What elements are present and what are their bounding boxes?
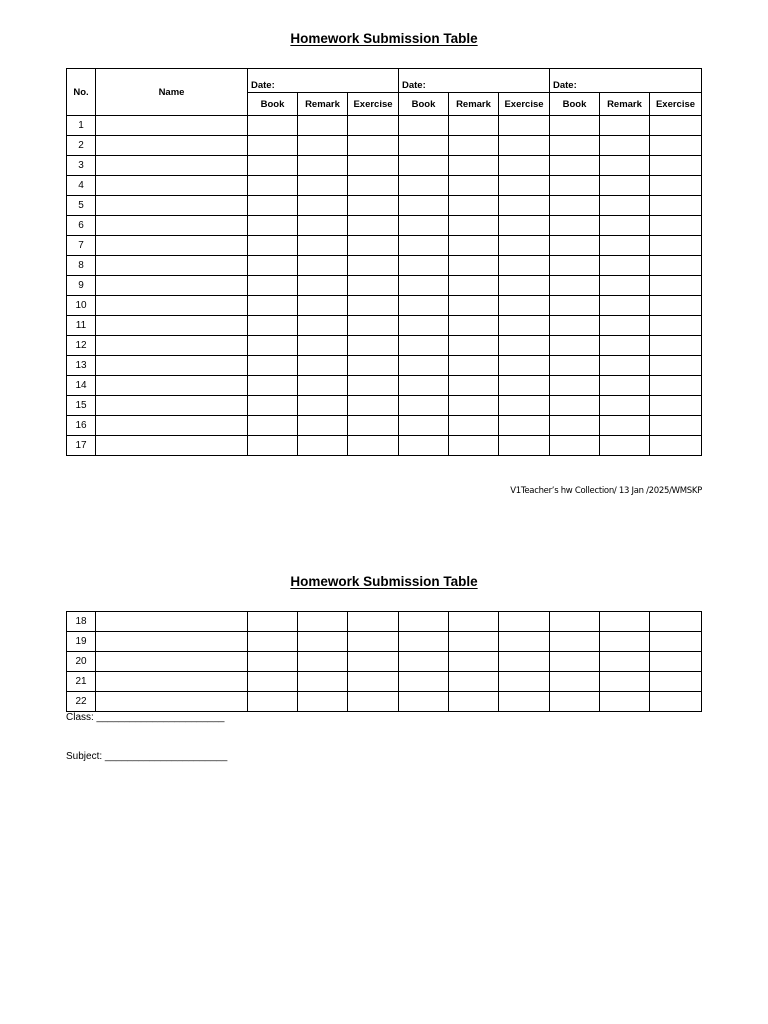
row-number: 21 (67, 672, 96, 692)
page-title: Homework Submission Table (290, 574, 478, 589)
entry-cell (298, 176, 348, 196)
entry-cell (650, 396, 702, 416)
table-row (67, 652, 702, 672)
entry-cell (399, 336, 449, 356)
name-cell (96, 612, 248, 632)
entry-cell (348, 612, 399, 632)
subject-field: Subject: ______________________ (66, 751, 228, 762)
table-row (67, 692, 702, 712)
column-header-exercise: Exercise (499, 93, 550, 116)
table-row (67, 196, 702, 216)
entry-cell (449, 356, 499, 376)
entry-cell (298, 316, 348, 336)
entry-cell (399, 296, 449, 316)
entry-cell (298, 236, 348, 256)
entry-cell (348, 116, 399, 136)
entry-cell (399, 156, 449, 176)
entry-cell (248, 416, 298, 436)
entry-cell (348, 276, 399, 296)
name-cell (96, 276, 248, 296)
homework-table-continued (66, 611, 702, 712)
column-header-remark: Remark (298, 93, 348, 116)
entry-cell (298, 652, 348, 672)
entry-cell (298, 692, 348, 712)
name-cell (96, 256, 248, 276)
table-row (67, 612, 702, 632)
entry-cell (348, 356, 399, 376)
entry-cell (248, 672, 298, 692)
entry-cell (399, 236, 449, 256)
entry-cell (248, 236, 298, 256)
entry-cell (348, 632, 399, 652)
entry-cell (449, 296, 499, 316)
entry-cell (298, 216, 348, 236)
entry-cell (449, 672, 499, 692)
column-header-book: Book (550, 93, 600, 116)
row-number: 8 (67, 256, 96, 276)
header-row-dates (67, 69, 702, 93)
entry-cell (600, 396, 650, 416)
entry-cell (248, 632, 298, 652)
entry-cell (499, 276, 550, 296)
column-header-book: Book (399, 93, 449, 116)
entry-cell (248, 216, 298, 236)
entry-cell (348, 436, 399, 456)
page-title: Homework Submission Table (290, 31, 478, 46)
entry-cell (399, 356, 449, 376)
entry-cell (399, 136, 449, 156)
entry-cell (399, 216, 449, 236)
table-row (67, 316, 702, 336)
entry-cell (298, 196, 348, 216)
entry-cell (248, 296, 298, 316)
entry-cell (499, 216, 550, 236)
name-cell (96, 116, 248, 136)
entry-cell (499, 632, 550, 652)
entry-cell (650, 136, 702, 156)
entry-cell (650, 652, 702, 672)
entry-cell (499, 236, 550, 256)
entry-cell (248, 156, 298, 176)
row-number: 6 (67, 216, 96, 236)
entry-cell (298, 672, 348, 692)
table-row (67, 136, 702, 156)
entry-cell (449, 612, 499, 632)
entry-cell (248, 116, 298, 136)
entry-cell (348, 136, 399, 156)
entry-cell (650, 236, 702, 256)
name-cell (96, 396, 248, 416)
entry-cell (550, 256, 600, 276)
name-cell (96, 336, 248, 356)
entry-cell (650, 256, 702, 276)
table-row (67, 216, 702, 236)
row-number: 17 (67, 436, 96, 456)
entry-cell (650, 116, 702, 136)
entry-cell (348, 236, 399, 256)
entry-cell (298, 356, 348, 376)
entry-cell (399, 672, 449, 692)
entry-cell (399, 632, 449, 652)
entry-cell (298, 612, 348, 632)
entry-cell (550, 612, 600, 632)
entry-cell (600, 296, 650, 316)
row-number: 20 (67, 652, 96, 672)
entry-cell (348, 416, 399, 436)
entry-cell (550, 216, 600, 236)
entry-cell (600, 216, 650, 236)
name-cell (96, 316, 248, 336)
entry-cell (550, 236, 600, 256)
entry-cell (298, 136, 348, 156)
entry-cell (449, 316, 499, 336)
column-header-exercise: Exercise (348, 93, 399, 116)
name-cell (96, 652, 248, 672)
table-row (67, 116, 702, 136)
column-header-remark: Remark (600, 93, 650, 116)
entry-cell (600, 116, 650, 136)
entry-cell (399, 692, 449, 712)
table-row (67, 436, 702, 456)
entry-cell (550, 276, 600, 296)
entry-cell (449, 652, 499, 672)
row-number: 22 (67, 692, 96, 712)
entry-cell (650, 336, 702, 356)
entry-cell (650, 216, 702, 236)
entry-cell (650, 612, 702, 632)
entry-cell (298, 276, 348, 296)
column-header-exercise: Exercise (650, 93, 702, 116)
entry-cell (600, 632, 650, 652)
entry-cell (550, 376, 600, 396)
entry-cell (248, 176, 298, 196)
name-cell (96, 136, 248, 156)
entry-cell (600, 236, 650, 256)
table-row (67, 296, 702, 316)
name-cell (96, 236, 248, 256)
entry-cell (248, 336, 298, 356)
entry-cell (348, 216, 399, 236)
entry-cell (550, 116, 600, 136)
entry-cell (550, 176, 600, 196)
entry-cell (449, 116, 499, 136)
name-cell (96, 296, 248, 316)
entry-cell (550, 156, 600, 176)
entry-cell (600, 356, 650, 376)
entry-cell (348, 376, 399, 396)
entry-cell (449, 196, 499, 216)
entry-cell (499, 672, 550, 692)
entry-cell (499, 316, 550, 336)
entry-cell (650, 436, 702, 456)
entry-cell (348, 396, 399, 416)
entry-cell (248, 136, 298, 156)
entry-cell (650, 356, 702, 376)
entry-cell (348, 336, 399, 356)
row-number: 15 (67, 396, 96, 416)
entry-cell (600, 196, 650, 216)
table-row (67, 632, 702, 652)
table-row (67, 236, 702, 256)
row-number: 1 (67, 116, 96, 136)
table-row (67, 672, 702, 692)
entry-cell (600, 176, 650, 196)
entry-cell (499, 196, 550, 216)
row-number: 14 (67, 376, 96, 396)
entry-cell (348, 672, 399, 692)
entry-cell (248, 256, 298, 276)
entry-cell (650, 196, 702, 216)
row-number: 18 (67, 612, 96, 632)
name-cell (96, 216, 248, 236)
name-cell (96, 436, 248, 456)
entry-cell (499, 612, 550, 632)
entry-cell (600, 416, 650, 436)
name-cell (96, 632, 248, 652)
entry-cell (550, 316, 600, 336)
table-row (67, 356, 702, 376)
column-header-remark: Remark (449, 93, 499, 116)
entry-cell (399, 196, 449, 216)
row-number: 10 (67, 296, 96, 316)
table-row (67, 176, 702, 196)
entry-cell (399, 316, 449, 336)
row-number: 12 (67, 336, 96, 356)
date-header-3: Date: (550, 69, 702, 93)
entry-cell (298, 156, 348, 176)
entry-cell (600, 256, 650, 276)
row-number: 5 (67, 196, 96, 216)
entry-cell (499, 692, 550, 712)
entry-cell (499, 416, 550, 436)
entry-cell (449, 436, 499, 456)
entry-cell (399, 176, 449, 196)
entry-cell (499, 256, 550, 276)
row-number: 19 (67, 632, 96, 652)
entry-cell (298, 256, 348, 276)
entry-cell (449, 176, 499, 196)
entry-cell (650, 692, 702, 712)
entry-cell (298, 416, 348, 436)
entry-cell (600, 652, 650, 672)
name-cell (96, 376, 248, 396)
entry-cell (449, 276, 499, 296)
entry-cell (298, 632, 348, 652)
entry-cell (650, 276, 702, 296)
table-row (67, 416, 702, 436)
entry-cell (449, 236, 499, 256)
entry-cell (348, 692, 399, 712)
name-cell (96, 356, 248, 376)
entry-cell (298, 296, 348, 316)
table-row (67, 336, 702, 356)
entry-cell (600, 276, 650, 296)
entry-cell (550, 356, 600, 376)
entry-cell (449, 632, 499, 652)
entry-cell (550, 136, 600, 156)
entry-cell (600, 316, 650, 336)
entry-cell (248, 692, 298, 712)
name-cell (96, 156, 248, 176)
entry-cell (248, 276, 298, 296)
row-number: 11 (67, 316, 96, 336)
entry-cell (399, 256, 449, 276)
entry-cell (348, 176, 399, 196)
entry-cell (550, 652, 600, 672)
entry-cell (499, 156, 550, 176)
entry-cell (650, 316, 702, 336)
table-row (67, 396, 702, 416)
name-cell (96, 692, 248, 712)
entry-cell (399, 116, 449, 136)
entry-cell (449, 256, 499, 276)
entry-cell (348, 316, 399, 336)
name-cell (96, 196, 248, 216)
row-number: 4 (67, 176, 96, 196)
entry-cell (600, 136, 650, 156)
entry-cell (650, 176, 702, 196)
entry-cell (449, 156, 499, 176)
entry-cell (600, 692, 650, 712)
entry-cell (499, 376, 550, 396)
entry-cell (348, 296, 399, 316)
entry-cell (449, 376, 499, 396)
row-number: 2 (67, 136, 96, 156)
entry-cell (650, 156, 702, 176)
footer-note: V1Teacher’s hw Collection/ 13 Jan /2025/WMSKP (510, 486, 702, 496)
entry-cell (499, 396, 550, 416)
entry-cell (499, 116, 550, 136)
entry-cell (550, 296, 600, 316)
entry-cell (550, 416, 600, 436)
entry-cell (399, 276, 449, 296)
entry-cell (600, 612, 650, 632)
entry-cell (650, 672, 702, 692)
table-row (67, 156, 702, 176)
entry-cell (550, 196, 600, 216)
entry-cell (449, 416, 499, 436)
entry-cell (650, 376, 702, 396)
entry-cell (348, 256, 399, 276)
entry-cell (248, 196, 298, 216)
name-cell (96, 672, 248, 692)
column-header-name: Name (96, 69, 248, 116)
column-header-book: Book (248, 93, 298, 116)
table-row (67, 376, 702, 396)
entry-cell (248, 652, 298, 672)
row-number: 3 (67, 156, 96, 176)
row-number: 13 (67, 356, 96, 376)
entry-cell (298, 396, 348, 416)
entry-cell (248, 396, 298, 416)
entry-cell (600, 672, 650, 692)
entry-cell (248, 376, 298, 396)
entry-cell (550, 632, 600, 652)
row-number: 7 (67, 236, 96, 256)
date-header-1: Date: (248, 69, 399, 93)
entry-cell (550, 692, 600, 712)
row-number: 16 (67, 416, 96, 436)
table-row (67, 256, 702, 276)
entry-cell (248, 316, 298, 336)
entry-cell (348, 156, 399, 176)
entry-cell (399, 612, 449, 632)
entry-cell (348, 196, 399, 216)
entry-cell (550, 672, 600, 692)
entry-cell (550, 436, 600, 456)
entry-cell (449, 336, 499, 356)
entry-cell (600, 436, 650, 456)
entry-cell (650, 416, 702, 436)
entry-cell (499, 176, 550, 196)
entry-cell (399, 436, 449, 456)
name-cell (96, 416, 248, 436)
entry-cell (399, 396, 449, 416)
entry-cell (650, 632, 702, 652)
entry-cell (449, 692, 499, 712)
entry-cell (348, 652, 399, 672)
entry-cell (298, 376, 348, 396)
entry-cell (449, 396, 499, 416)
entry-cell (499, 336, 550, 356)
entry-cell (449, 216, 499, 236)
entry-cell (499, 296, 550, 316)
class-field: Class: _______________________ (66, 712, 225, 723)
entry-cell (600, 156, 650, 176)
homework-table (66, 68, 702, 456)
date-header-2: Date: (399, 69, 550, 93)
entry-cell (399, 416, 449, 436)
entry-cell (248, 612, 298, 632)
entry-cell (399, 376, 449, 396)
entry-cell (550, 336, 600, 356)
entry-cell (550, 396, 600, 416)
entry-cell (600, 336, 650, 356)
entry-cell (499, 436, 550, 456)
entry-cell (499, 356, 550, 376)
entry-cell (399, 652, 449, 672)
entry-cell (449, 136, 499, 156)
entry-cell (499, 136, 550, 156)
entry-cell (600, 376, 650, 396)
name-cell (96, 176, 248, 196)
entry-cell (650, 296, 702, 316)
entry-cell (298, 336, 348, 356)
column-header-no: No. (67, 69, 96, 116)
entry-cell (499, 652, 550, 672)
entry-cell (298, 436, 348, 456)
table-row (67, 276, 702, 296)
row-number: 9 (67, 276, 96, 296)
entry-cell (248, 356, 298, 376)
entry-cell (248, 436, 298, 456)
entry-cell (298, 116, 348, 136)
